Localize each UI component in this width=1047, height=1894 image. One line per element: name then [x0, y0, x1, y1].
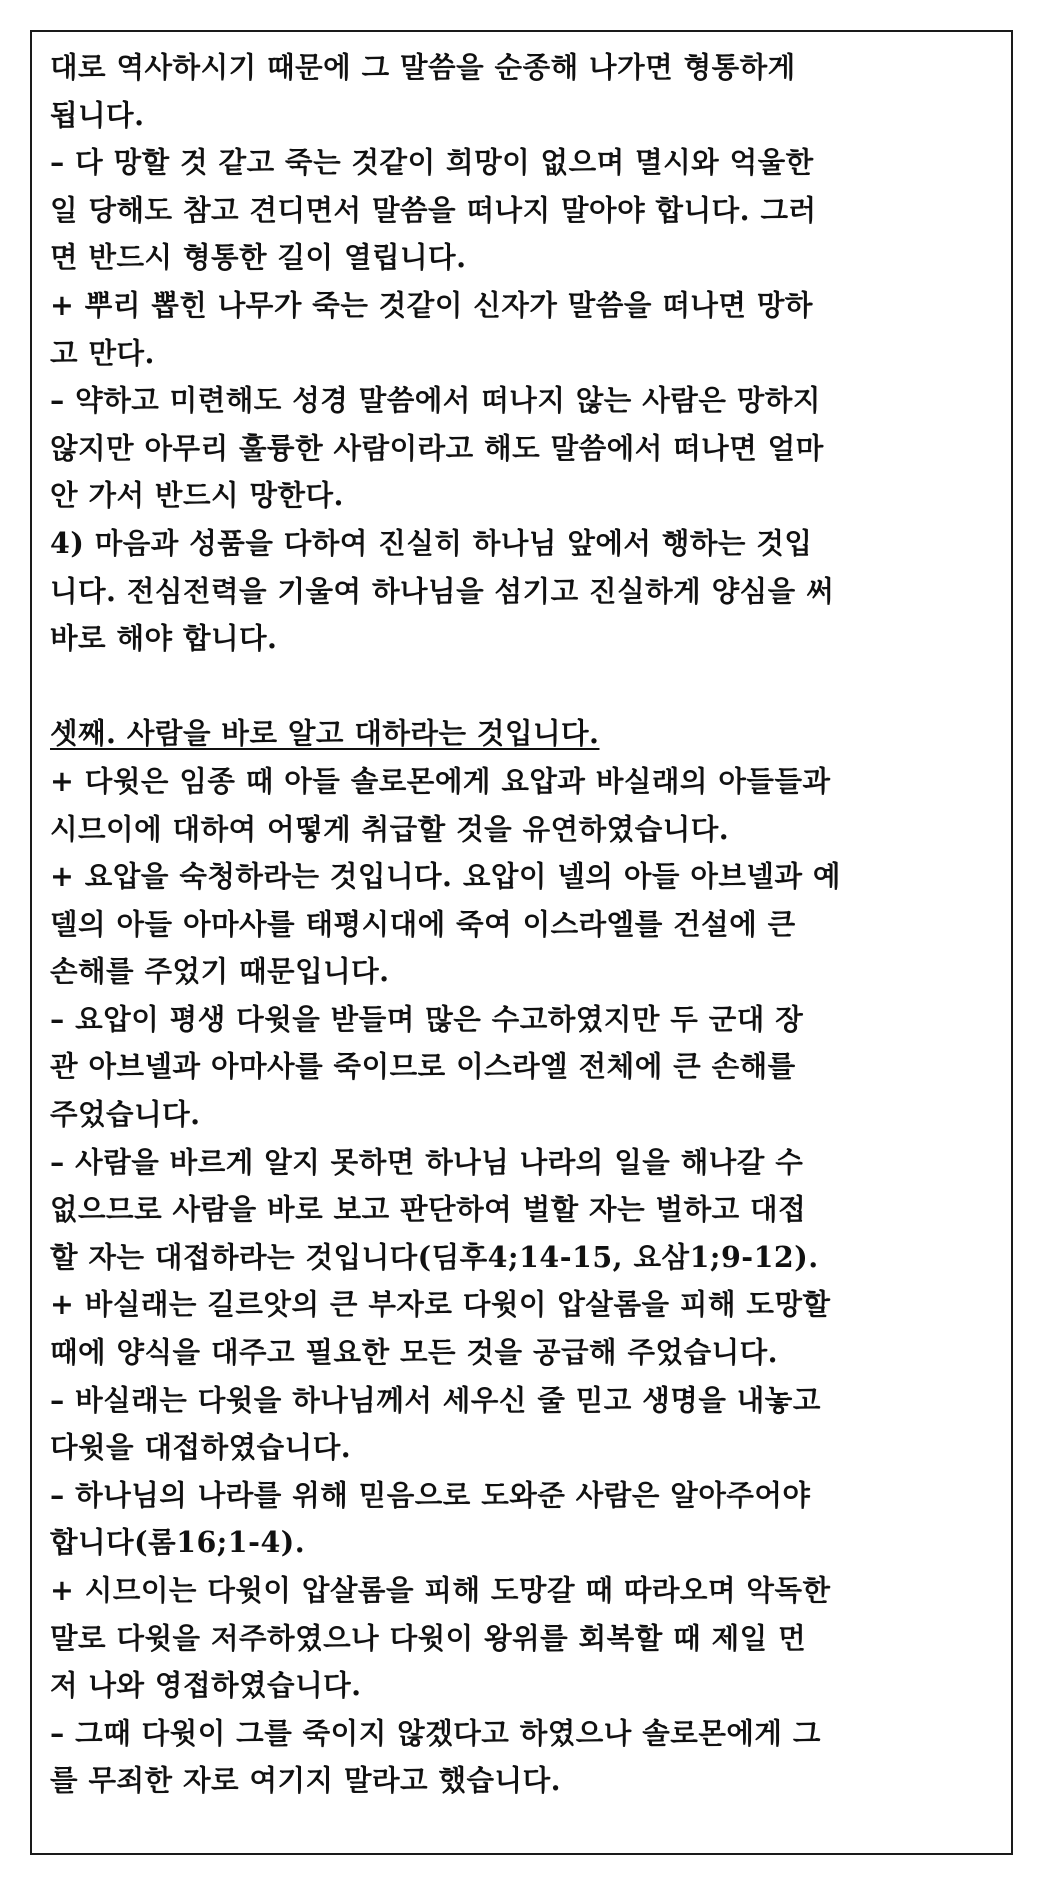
text-line: 관 아브넬과 아마사를 죽이므로 이스라엘 전체에 큰 손해를 — [50, 1049, 796, 1084]
text-line: 때에 양식을 대주고 필요한 모든 것을 공급해 주었습니다. — [50, 1335, 779, 1370]
text-line: – 다 망할 것 같고 죽는 것같이 희망이 없으며 멸시와 억울한 — [50, 145, 814, 180]
text-line: 고 만다. — [50, 335, 155, 370]
text-line: – 그때 다윗이 그를 죽이지 않겠다고 하였으나 솔로몬에게 그 — [50, 1715, 821, 1750]
blank-line — [50, 663, 993, 711]
text-line: 합니다(롬16;1-4). — [50, 1525, 306, 1560]
text-line: 바로 해야 합니다. — [50, 621, 278, 656]
text-line: 말로 다윗을 저주하였으나 다윗이 왕위를 회복할 때 제일 먼 — [50, 1620, 807, 1655]
text-line: 할 자는 대접하라는 것입니다(딤후4;14-15, 요삼1;9-12). — [50, 1239, 819, 1274]
text-line: 대로 역사하시기 때문에 그 말씀을 순종해 나가면 형통하게 — [50, 50, 796, 84]
text-line: – 사람을 바르게 알지 못하면 하나님 나라의 일을 해나갈 수 — [50, 1144, 804, 1179]
text-line: 일 당해도 참고 견디면서 말씀을 떠나지 말아야 합니다. 그러 — [50, 192, 817, 227]
text-line: – 하나님의 나라를 위해 믿음으로 도와준 사람은 알아주어야 — [50, 1477, 811, 1512]
text-line: + 다윗은 임종 때 아들 솔로몬에게 요압과 바실래의 아들들과 — [50, 763, 831, 798]
text-line: 됩니다. — [50, 97, 145, 132]
text-line: – 요압이 평생 다윗을 받들며 많은 수고하였지만 두 군대 장 — [50, 1001, 804, 1036]
text-line: 시므이에 대하여 어떻게 취급할 것을 유연하였습니다. — [50, 811, 730, 846]
text-line: 를 무죄한 자로 여기지 말라고 했습니다. — [50, 1763, 562, 1798]
text-line: 니다. 전심전력을 기울여 하나님을 섬기고 진실하게 양심을 써 — [50, 573, 835, 608]
text-line: 면 반드시 형통한 길이 열립니다. — [50, 240, 467, 275]
text-line: 없으므로 사람을 바로 보고 판단하여 벌할 자는 벌하고 대접 — [50, 1192, 807, 1227]
text-line: + 시므이는 다윗이 압살롬을 피해 도망갈 때 따라오며 악독한 — [50, 1573, 831, 1607]
text-line: + 요압을 숙청하라는 것입니다. 요압이 넬의 아들 아브넬과 예 — [50, 859, 841, 894]
text-line: 주었습니다. — [50, 1097, 201, 1132]
document-body — [50, 44, 993, 1805]
text-line: 4) 마음과 성품을 다하여 진실히 하나님 앞에서 행하는 것입 — [50, 525, 813, 560]
text-line: 델의 아들 아마사를 태평시대에 죽여 이스라엘를 건설에 큰 — [50, 906, 796, 941]
text-line: – 바실래는 다윗을 하나님께서 세우신 줄 믿고 생명을 내놓고 — [50, 1382, 821, 1417]
text-line: 저 나와 영접하였습니다. — [50, 1668, 362, 1703]
section-heading: 셋째. 사람을 바로 알고 대하라는 것입니다. — [50, 716, 600, 751]
document-frame — [30, 30, 1013, 1855]
text-line: – 약하고 미련해도 성경 말씀에서 떠나지 않는 사람은 망하지 — [50, 383, 821, 418]
text-line: 안 가서 반드시 망한다. — [50, 478, 344, 513]
text-line: + 바실래는 길르앗의 큰 부자로 다윗이 압살롬을 피해 도망할 — [50, 1287, 831, 1322]
text-line: 손해를 주었기 때문입니다. — [50, 954, 390, 989]
text-line: 다윗을 대접하였습니다. — [50, 1430, 352, 1465]
text-line: 않지만 아무리 훌륭한 사람이라고 해도 말씀에서 떠나면 얼마 — [50, 430, 824, 465]
text-line: + 뿌리 뽑힌 나무가 죽는 것같이 신자가 말씀을 떠나면 망하 — [50, 287, 813, 322]
